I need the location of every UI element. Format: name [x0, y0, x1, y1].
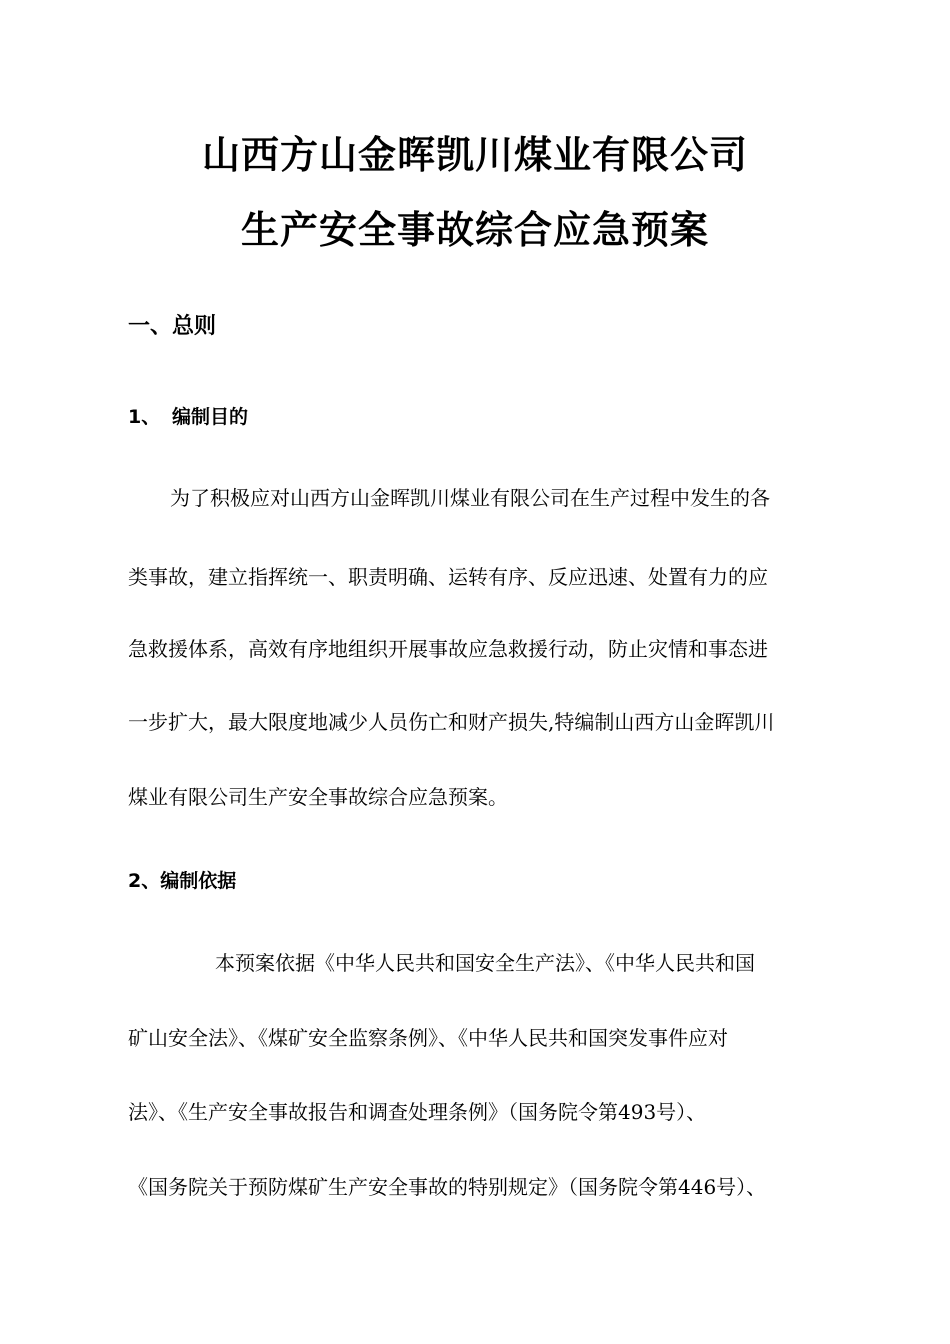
- subsection-number: 1、: [128, 406, 161, 428]
- purpose-paragraph-line: 急救援体系，高效有序地组织开展事故应急救援行动，防止灾情和事态进: [128, 637, 768, 661]
- basis-paragraph-line: 《国务院关于预防煤矿生产安全事故的特别规定》（国务院令第446号）、: [128, 1175, 767, 1199]
- section-heading-general: 一、总则: [128, 314, 217, 339]
- basis-paragraph-line: 矿山安全法》、《煤矿安全监察条例》、《中华人民共和国突发事件应对: [128, 1026, 728, 1050]
- purpose-paragraph-line: 煤业有限公司生产安全事故综合应急预案。: [128, 785, 508, 809]
- purpose-paragraph-line: 为了积极应对山西方山金晖凯川煤业有限公司在生产过程中发生的各: [170, 486, 770, 510]
- subsection-heading-basis: 2、编制依据: [128, 870, 237, 892]
- subsection-label: 编制目的: [172, 406, 249, 428]
- subsection-heading-purpose: [128, 402, 248, 432]
- basis-paragraph-line: 法》、《生产安全事故报告和调查处理条例》（国务院令第493号）、: [128, 1100, 707, 1124]
- purpose-paragraph-line: 类事故，建立指挥统一、职责明确、运转有序、反应迅速、处置有力的应: [128, 565, 768, 589]
- basis-paragraph-line: 本预案依据《中华人民共和国安全生产法》、《中华人民共和国: [215, 951, 755, 975]
- document-title-line-2: 生产安全事故综合应急预案: [240, 208, 709, 252]
- purpose-paragraph-line: 一步扩大，最大限度地减少人员伤亡和财产损失,特编制山西方山金晖凯川: [128, 710, 775, 734]
- document-title-line-1: 山西方山金晖凯川煤业有限公司: [201, 133, 748, 177]
